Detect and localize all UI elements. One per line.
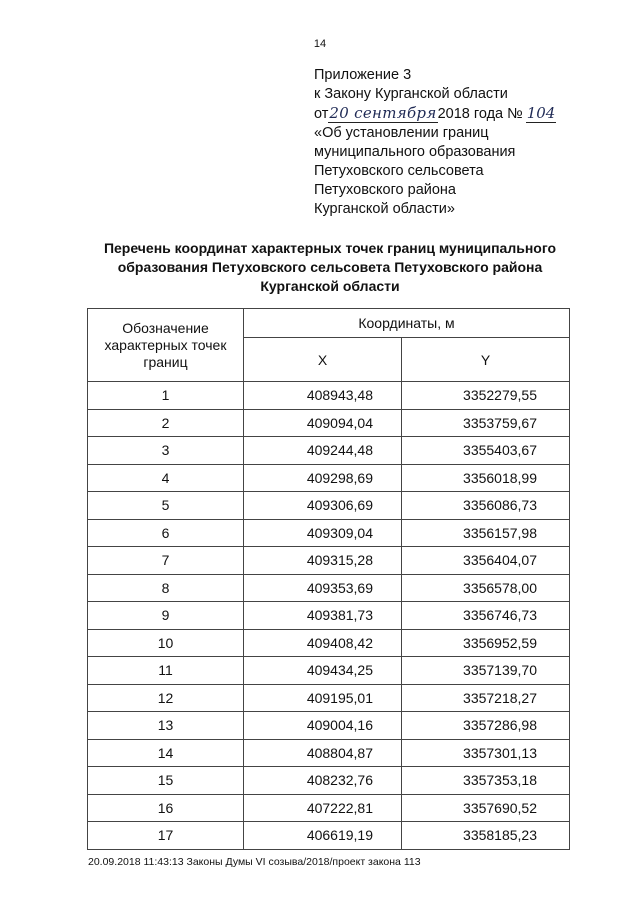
point-number: 11 [88, 657, 244, 685]
y-value: 3357218,27 [402, 684, 570, 712]
y-value: 3355403,67 [402, 437, 570, 465]
point-number: 10 [88, 629, 244, 657]
point-number: 7 [88, 547, 244, 575]
footer-stamp: 20.09.2018 11:43:13 Законы Думы VI созыва/2018/проект закона 113 [88, 856, 421, 868]
table-row [88, 519, 570, 547]
date-prefix: от [314, 106, 329, 122]
x-value: 409315,28 [244, 547, 402, 575]
y-value: 3357286,98 [402, 712, 570, 740]
title-line-2: образования Петуховского сельсовета Петуховского района [117, 259, 543, 275]
x-value: 407222,81 [244, 794, 402, 822]
x-value: 406619,19 [244, 822, 402, 850]
table-row [88, 382, 570, 410]
y-value: 3356746,73 [402, 602, 570, 630]
table-row [88, 684, 570, 712]
x-value: 409408,42 [244, 629, 402, 657]
y-value: 3356952,59 [402, 629, 570, 657]
appendix-line-4: «Об установлении границ [314, 125, 489, 141]
appendix-line-8: Курганской области» [314, 201, 455, 217]
y-value: 3358185,23 [402, 822, 570, 850]
point-number: 4 [88, 464, 244, 492]
x-value: 408232,76 [244, 767, 402, 795]
page-number: 14 [313, 38, 327, 50]
table-row [88, 712, 570, 740]
x-column-header: X [244, 338, 402, 382]
point-number: 17 [88, 822, 244, 850]
y-value: 3356086,73 [402, 492, 570, 520]
table-row [88, 409, 570, 437]
point-number: 12 [88, 684, 244, 712]
title-line-1: Перечень координат характерных точек границ муниципального [103, 240, 557, 256]
table-row [88, 492, 570, 520]
table-row [88, 767, 570, 795]
y-value: 3357353,18 [402, 767, 570, 795]
point-number: 14 [88, 739, 244, 767]
y-value: 3353759,67 [402, 409, 570, 437]
y-value: 3356157,98 [402, 519, 570, 547]
point-label-header-line-2: характерных точек [104, 336, 227, 353]
table-row [88, 547, 570, 575]
y-column-header: Y [402, 338, 570, 382]
y-value: 3357301,13 [402, 739, 570, 767]
y-value: 3356018,99 [402, 464, 570, 492]
point-number: 2 [88, 409, 244, 437]
point-number: 9 [88, 602, 244, 630]
date-middle: 2018 года № [437, 106, 523, 122]
point-label-header-line-3: границ [143, 353, 188, 370]
x-value: 409094,04 [244, 409, 402, 437]
x-value: 408804,87 [244, 739, 402, 767]
table-row [88, 822, 570, 850]
coordinates-group-header: Координаты, м [244, 309, 570, 338]
x-value: 409244,48 [244, 437, 402, 465]
x-value: 408943,48 [244, 382, 402, 410]
x-value: 409004,16 [244, 712, 402, 740]
x-value: 409353,69 [244, 574, 402, 602]
table-row [88, 794, 570, 822]
table-row [88, 739, 570, 767]
coordinates-table [87, 308, 570, 850]
table-row [88, 629, 570, 657]
y-value: 3352279,55 [402, 382, 570, 410]
handwritten-date: 20 сентября [329, 104, 437, 122]
point-number: 1 [88, 382, 244, 410]
x-value: 409306,69 [244, 492, 402, 520]
point-label-header-line-1: Обозначение [122, 319, 209, 336]
y-value: 3356404,07 [402, 547, 570, 575]
x-value: 409298,69 [244, 464, 402, 492]
x-value: 409434,25 [244, 657, 402, 685]
point-number: 16 [88, 794, 244, 822]
table-row [88, 464, 570, 492]
table-row [88, 574, 570, 602]
point-number: 3 [88, 437, 244, 465]
appendix-block [314, 66, 614, 219]
table-row [88, 602, 570, 630]
point-number: 13 [88, 712, 244, 740]
document-title [70, 239, 590, 296]
handwritten-law-number: 104 [526, 104, 556, 122]
table-row [88, 437, 570, 465]
point-number: 15 [88, 767, 244, 795]
point-label-header [88, 309, 244, 382]
x-value: 409381,73 [244, 602, 402, 630]
x-value: 409309,04 [244, 519, 402, 547]
x-value: 409195,01 [244, 684, 402, 712]
title-line-3: Курганской области [260, 278, 400, 294]
appendix-line-1: Приложение 3 [314, 67, 412, 83]
appendix-line-5: муниципального образования [314, 144, 516, 160]
y-value: 3357139,70 [402, 657, 570, 685]
appendix-date-line [314, 104, 614, 124]
appendix-line-6: Петуховского сельсовета [314, 163, 484, 179]
point-number: 8 [88, 574, 244, 602]
point-number: 5 [88, 492, 244, 520]
point-number: 6 [88, 519, 244, 547]
table-row [88, 657, 570, 685]
y-value: 3356578,00 [402, 574, 570, 602]
appendix-line-7: Петуховского района [314, 182, 456, 198]
appendix-line-2: к Закону Курганской области [314, 86, 508, 102]
coordinates-table-body [88, 382, 570, 850]
y-value: 3357690,52 [402, 794, 570, 822]
